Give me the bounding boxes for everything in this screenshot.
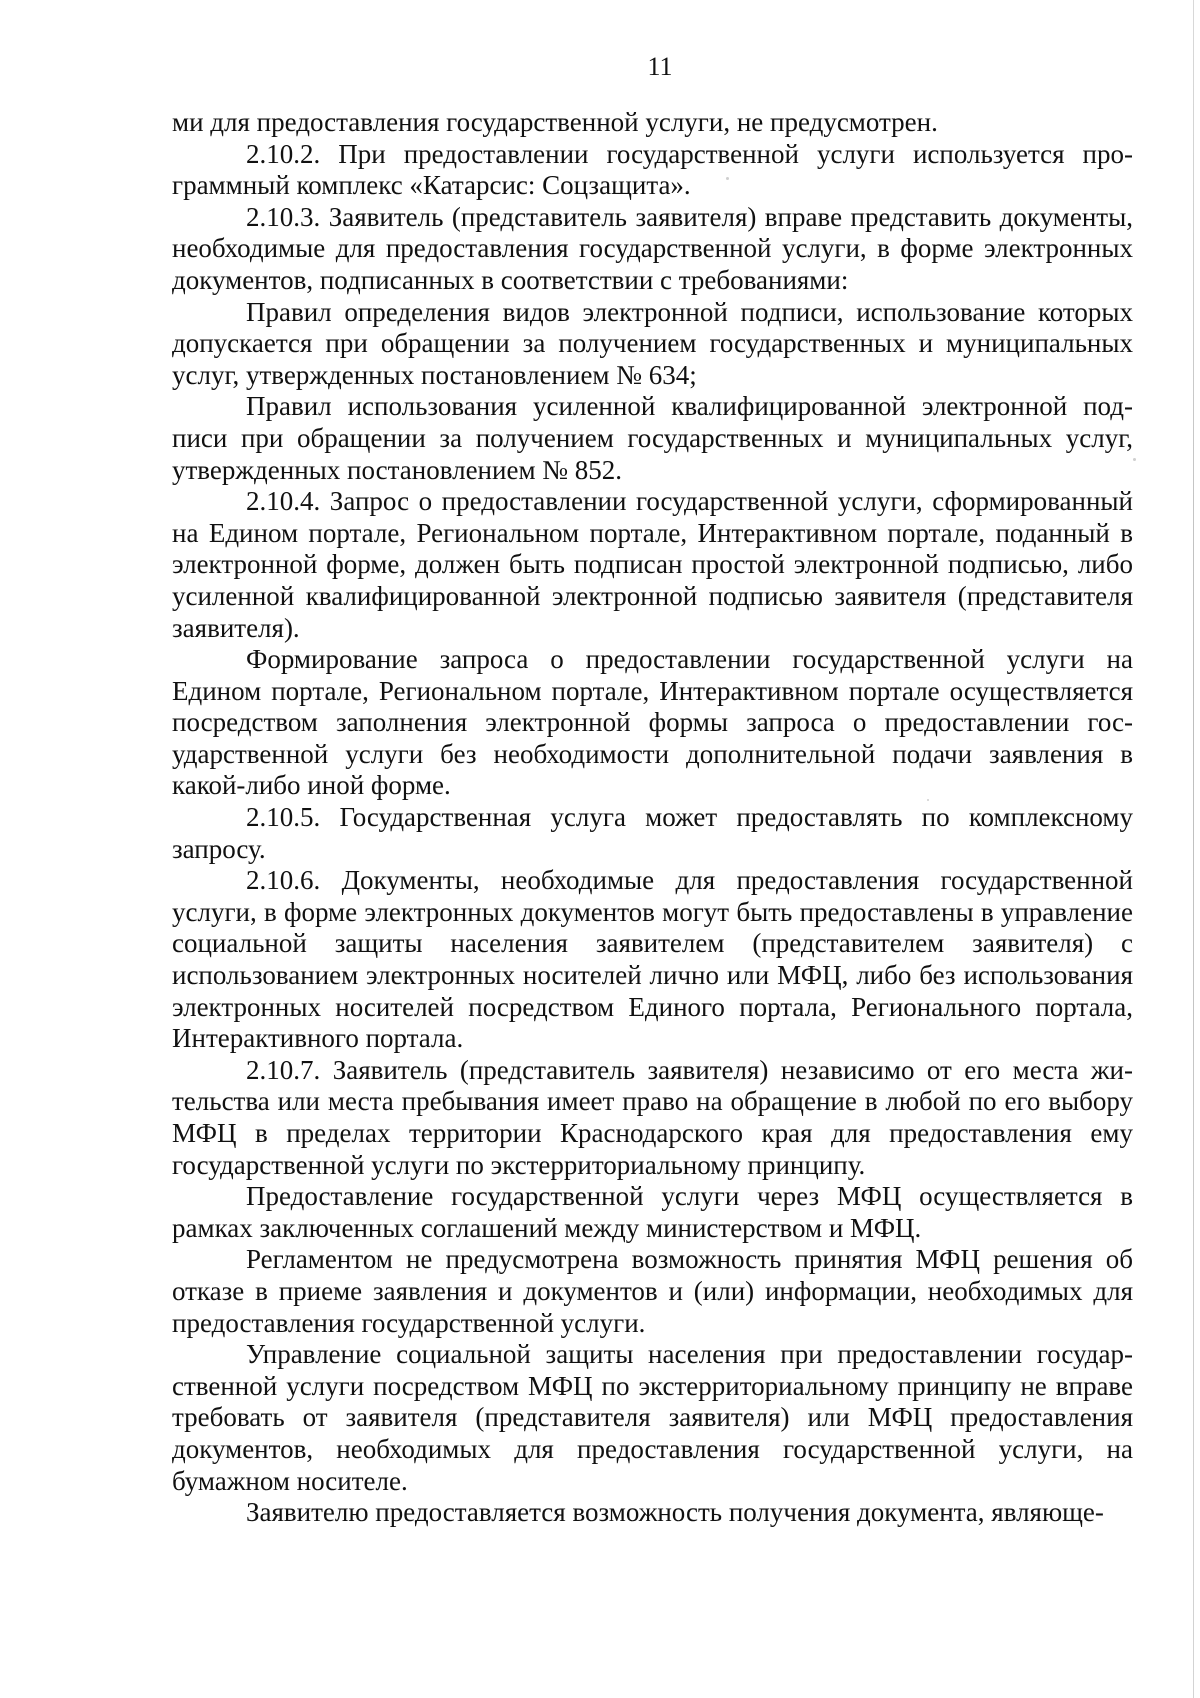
paragraph-no-refusal: Регламентом не предусмотрена возможность принятия МФЦ решения об отказе в приеме заявления и документов и (или) информации, необходимых для предоставления государственной услуги. <box>172 1244 1133 1338</box>
paragraph-social-protection: Управление социальной защиты населения при предоставлении государственной услуги посредством МФЦ по экстерриториальному принципу не вправе требовать от заявителя (представителя заявителя) или МФЦ предоставления документов, необходимых для предоставления государственной услуги, на бумажном носителе. <box>172 1339 1133 1496</box>
page-number: 11 <box>647 52 673 81</box>
paragraph-continuation: ми для предоставления государственной услуги, не предусмотрен. <box>172 107 938 137</box>
paragraph-2-10-2: 2.10.2. При предоставлении государственной услуги используется программный комплекс «Катарсис: Соцзащита». <box>172 138 1133 201</box>
paragraph-rules-634: Правил определения видов электронной подписи, использование которых допускается при обращении за получением государственных и муниципальных услуг, утвержденных постановлением № 634; <box>172 296 1133 390</box>
paragraph-rules-852: Правил использования усиленной квалифицированной электронной подписи при обращении за получением государственных и муниципальных услуг, утвержденных постановлением № 852. <box>172 391 1133 485</box>
scan-edge-line <box>1193 0 1194 1698</box>
scan-speck <box>927 799 929 801</box>
scan-speck <box>726 177 729 180</box>
paragraph-request-forming: Формирование запроса о предоставлении государственной услуги на Едином портале, Региональном портале, Интерактивном портале осуществляется посредством заполнения электронной формы запроса о предоставлении государственной услуги без необходимости дополнительной подачи заявления в какой-либо иной форме. <box>172 644 1133 801</box>
paragraph-2-10-3: 2.10.3. Заявитель (представитель заявителя) вправе представить документы, необходимые для предоставления государственной услуги, в форме электронных документов, подписанных в соответствии с требованиями: <box>172 201 1133 295</box>
paragraph-2-10-7: 2.10.7. Заявитель (представитель заявителя) независимо от его места жительства или места пребывания имеет право на обращение в любой по его выбору МФЦ в пределах территории Краснодарского края для предоставления ему государственной услуги по экстерриториальному принципу. <box>172 1054 1133 1180</box>
document-body <box>172 107 1133 1529</box>
scan-speck <box>1133 458 1136 461</box>
paragraph-mfc-agreements: Предоставление государственной услуги через МФЦ осуществляется в рамках заключенных соглашений между министерством и МФЦ. <box>172 1181 1133 1243</box>
paragraph-2-10-4: 2.10.4. Запрос о предоставлении государственной услуги, сформированный на Едином портале, Региональном портале, Интерактивном портале, поданный в электронной форме, должен быть подписан простой электронной подписью, либо усиленной квалифицированной электронной подписью заявителя (представителя заявителя). <box>172 486 1133 643</box>
paragraph-2-10-5: 2.10.5. Государственная услуга может предоставлять по комплексному запросу. <box>172 802 1133 864</box>
paragraph-applicant-document: Заявителю предоставляется возможность получения документа, являюще- <box>246 1497 1104 1528</box>
paragraph-2-10-6: 2.10.6. Документы, необходимые для предоставления государственной услуги, в форме электронных документов могут быть предоставлены в управление социальной защиты населения заявителем (представителем заявителя) с использованием электронных носителей лично или МФЦ, либо без использования электронных носителей посредством Единого портала, Регионального портала, Интерактивного портала. <box>172 865 1133 1054</box>
